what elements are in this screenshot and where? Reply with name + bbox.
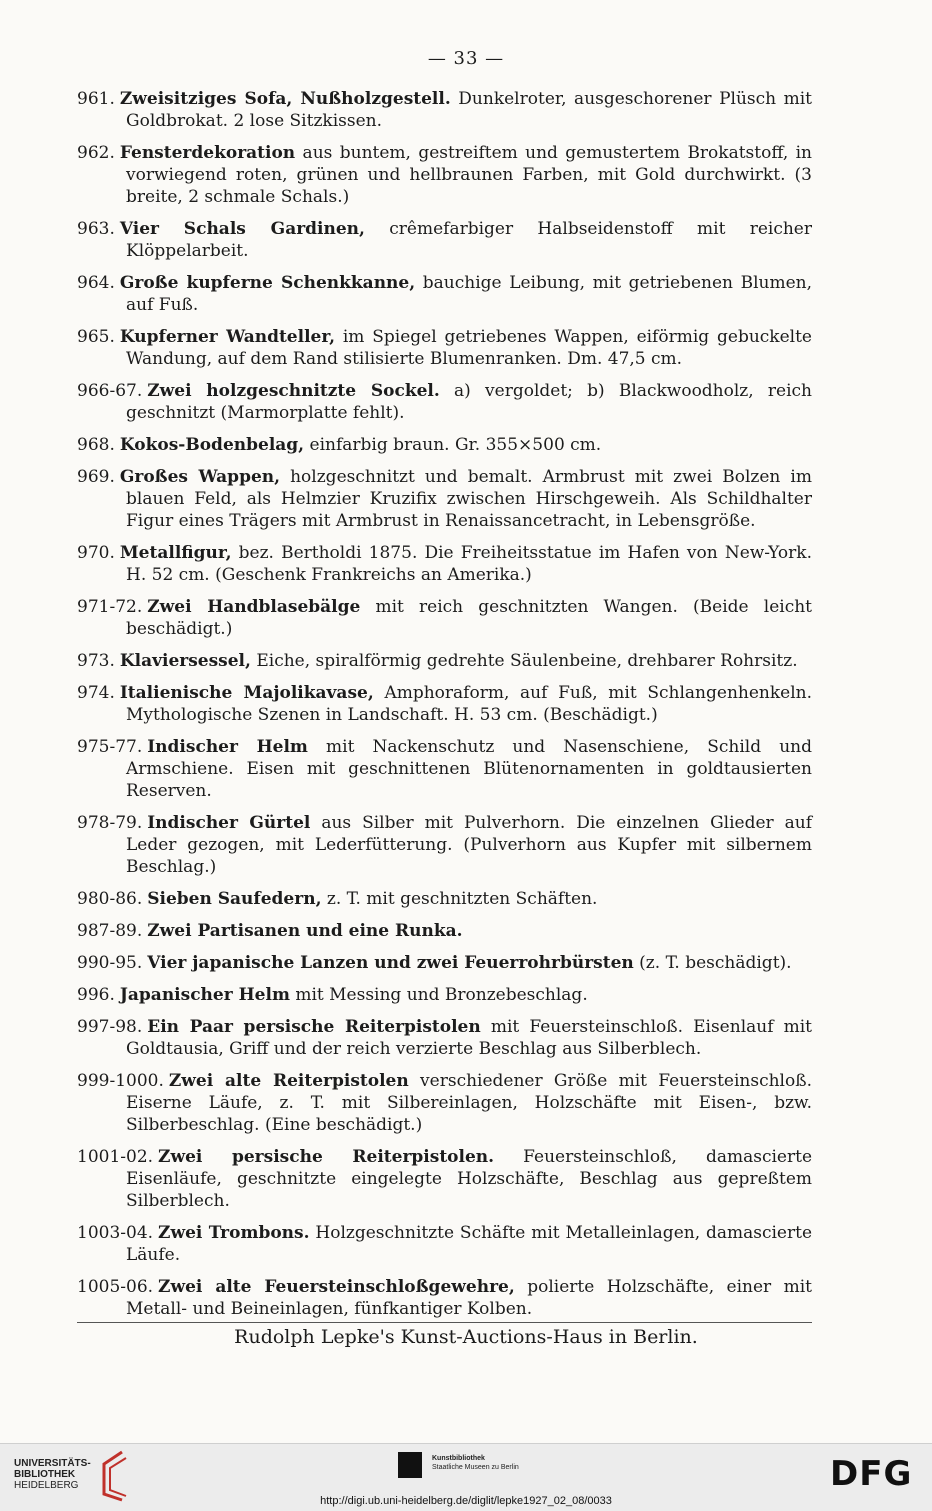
catalog-entry xyxy=(77,1070,812,1136)
entry-number: 997-98. xyxy=(77,1017,143,1037)
entry-number: 996. xyxy=(77,985,115,1005)
entry-number: 987-89. xyxy=(77,921,143,941)
catalog-entry xyxy=(77,88,812,132)
entry-number: 1005-06. xyxy=(77,1277,154,1297)
catalog-entry xyxy=(77,1276,812,1320)
entry-description: mit Nackenschutz und Nasenschiene, Schild und Armschiene. Eisen mit geschnittenen Blütenornamenten in goldtausierten Reserven. xyxy=(126,737,813,801)
footer-divider xyxy=(77,1322,812,1323)
entry-number: 980-86. xyxy=(77,889,143,909)
ub-logo-line3: HEIDELBERG xyxy=(14,1480,79,1491)
kunstbibliothek-square-icon xyxy=(398,1452,422,1478)
permalink-url[interactable]: http://digi.ub.uni-heidelberg.de/diglit/lepke1927_02_08/0033 xyxy=(320,1495,612,1507)
entry-description: crêmefarbiger Halbseidenstoff mit reicher Klöppelarbeit. xyxy=(126,219,812,261)
entry-title: Vier japanische Lanzen und zwei Feuerrohrbürsten xyxy=(147,953,634,973)
entry-description: im Spiegel getriebenes Wappen, eiförmig gebuckelte Wandung, auf dem Rand stilisierte Blumenranken. Dm. 47,5 cm. xyxy=(126,327,812,369)
entry-title: Zwei Partisanen und eine Runka. xyxy=(147,921,463,941)
entry-number: 962. xyxy=(77,143,115,163)
entry-title: Klaviersessel, xyxy=(119,651,251,671)
entry-description: einfarbig braun. Gr. 355×500 cm. xyxy=(304,435,602,455)
entry-title: Japanischer Helm xyxy=(119,985,290,1005)
digitization-bar xyxy=(0,1443,932,1511)
entry-number: 969. xyxy=(77,467,115,487)
entry-number: 966-67. xyxy=(77,381,143,401)
catalog-entry xyxy=(77,272,812,316)
entry-description: verschiedener Größe mit Feuersteinschloß. Eiserne Läufe, z. T. mit Silbereinlagen, Holzschäfte mit Eisen-, bzw. Silberbeschlag. (Eine beschädigt.) xyxy=(126,1071,812,1135)
entry-number: 978-79. xyxy=(77,813,143,833)
entry-number: 970. xyxy=(77,543,115,563)
ub-logo-line1: UNIVERSITÄTS- xyxy=(14,1458,91,1469)
entry-title: Große kupferne Schenkkanne, xyxy=(119,273,416,293)
entry-description: z. T. mit geschnitzten Schäften. xyxy=(321,889,598,909)
catalog-entry xyxy=(77,736,812,802)
catalog-entry xyxy=(77,218,812,262)
entry-title: Großes Wappen, xyxy=(119,467,281,487)
entry-number: 975-77. xyxy=(77,737,143,757)
catalog-entry xyxy=(77,1146,812,1212)
catalog-entry xyxy=(77,1016,812,1060)
entry-description: Amphoraform, auf Fuß, mit Schlangenhenkeln. Mythologische Szenen in Landschaft. H. 53 cm. (Beschädigt.) xyxy=(126,683,812,725)
entry-title: Zwei holzgeschnitzte Sockel. xyxy=(147,381,440,401)
entry-description: a) vergoldet; b) Blackwoodholz, reich geschnitzt (Marmorplatte fehlt). xyxy=(126,381,812,423)
entry-number: 990-95. xyxy=(77,953,143,973)
entry-number: 968. xyxy=(77,435,115,455)
entry-title: Zweisitziges Sofa, Nußholzgestell. xyxy=(119,89,451,109)
kb-logo-line2: Staatliche Museen zu Berlin xyxy=(432,1464,519,1471)
entry-number: 963. xyxy=(77,219,115,239)
catalog-entry xyxy=(77,542,812,586)
entry-title: Zwei Handblasebälge xyxy=(147,597,361,617)
entry-title: Ein Paar persische Reiterpistolen xyxy=(147,1017,481,1037)
catalog-entry xyxy=(77,380,812,424)
entry-description: Dunkelroter, ausgeschorener Plüsch mit Goldbrokat. 2 lose Sitzkissen. xyxy=(126,89,812,131)
entry-description: mit reich geschnitzten Wangen. (Beide leicht beschädigt.) xyxy=(126,597,812,639)
entry-number: 974. xyxy=(77,683,115,703)
entry-number: 964. xyxy=(77,273,115,293)
entry-description: bauchige Leibung, mit getriebenen Blumen, auf Fuß. xyxy=(126,273,813,315)
catalog-entry xyxy=(77,142,812,208)
catalog-entry xyxy=(77,434,812,456)
entry-title: Vier Schals Gardinen, xyxy=(119,219,365,239)
entry-title: Indischer Helm xyxy=(147,737,308,757)
entry-title: Zwei Trombons. xyxy=(158,1223,310,1243)
catalog-entry xyxy=(77,326,812,370)
entry-title: Sieben Saufedern, xyxy=(147,889,322,909)
entry-number: 1001-02. xyxy=(77,1147,154,1167)
entry-description: (z. T. beschädigt). xyxy=(633,953,792,973)
catalog-entry xyxy=(77,596,812,640)
entry-number: 961. xyxy=(77,89,115,109)
ub-heidelberg-logo[interactable] xyxy=(14,1458,91,1491)
catalog-entry xyxy=(77,952,812,974)
entry-description: aus buntem, gestreiftem und gemustertem Brokatstoff, in vorwiegend roten, grünen und hellbraunen Farben, mit Gold durchwirkt. (3 breite, 2 schmale Schals.) xyxy=(126,143,812,207)
catalog-entry xyxy=(77,812,812,878)
entry-title: Italienische Majolikavase, xyxy=(119,683,374,703)
entry-description: aus Silber mit Pulverhorn. Die einzelnen Glieder auf Leder gezogen, mit Lederfütterung. (Pulverhorn aus Kupfer mit silbernem Beschlag.) xyxy=(126,813,812,877)
entry-description: polierte Holzschäfte, einer mit Metall- und Beineinlagen, fünfkantiger Kolben. xyxy=(126,1277,812,1319)
entry-number: 999-1000. xyxy=(77,1071,164,1091)
footer-publisher: Rudolph Lepke's Kunst-Auctions-Haus in Berlin. xyxy=(234,1326,698,1348)
catalog-entry xyxy=(77,650,812,672)
catalog-entry xyxy=(77,984,812,1006)
entry-title: Kokos-Bodenbelag, xyxy=(119,435,305,455)
entry-title: Zwei persische Reiterpistolen. xyxy=(158,1147,495,1167)
catalog-entry xyxy=(77,920,812,942)
entry-description: mit Feuersteinschloß. Eisenlauf mit Goldtausia, Griff und der reich verzierte Beschlag aus Silberblech. xyxy=(126,1017,812,1059)
catalog-entry xyxy=(77,888,812,910)
catalog-entry xyxy=(77,1222,812,1266)
entry-description: mit Messing und Bronzebeschlag. xyxy=(289,985,588,1005)
catalog-entry xyxy=(77,466,812,532)
entry-description: Eiche, spiralförmig gedrehte Säulenbeine, drehbarer Rohrsitz. xyxy=(250,651,798,671)
entry-description: Feuersteinschloß, damascierte Eisenläufe, geschnitzte eingelegte Holzschäfte, Beschlag aus gepreßtem Silberblech. xyxy=(126,1147,812,1211)
entry-number: 973. xyxy=(77,651,115,671)
catalog-entry xyxy=(77,682,812,726)
entry-number: 971-72. xyxy=(77,597,143,617)
entry-description: bez. Bertholdi 1875. Die Freiheitsstatue im Hafen von New-York. H. 52 cm. (Geschenk Frankreichs an Amerika.) xyxy=(126,543,812,585)
entry-title: Zwei alte Feuersteinschloßgewehre, xyxy=(158,1277,515,1297)
dfg-logo[interactable]: DFG xyxy=(830,1454,913,1494)
entry-title: Fensterdekoration xyxy=(119,143,296,163)
entry-description: Holzgeschnitzte Schäfte mit Metalleinlagen, damascierte Läufe. xyxy=(126,1223,813,1265)
entry-title: Metallfigur, xyxy=(119,543,232,563)
kb-logo-line1: Kunstbibliothek xyxy=(432,1455,485,1462)
entry-number: 1003-04. xyxy=(77,1223,154,1243)
entry-title: Zwei alte Reiterpistolen xyxy=(168,1071,409,1091)
ub-logo-line2: BIBLIOTHEK xyxy=(14,1469,76,1480)
entry-title: Kupferner Wandteller, xyxy=(119,327,335,347)
page-number: — 33 — xyxy=(427,48,505,69)
entry-description: holzgeschnitzt und bemalt. Armbrust mit zwei Bolzen im blauen Feld, als Helmzier Kruzifix zwischen Hirschgeweih. Als Schildhalter Figur eines Trägers mit Armbrust in Renaissancetracht, in Lebensgröße. xyxy=(126,467,812,531)
entry-number: 965. xyxy=(77,327,115,347)
entry-title: Indischer Gürtel xyxy=(147,813,311,833)
catalog-entries xyxy=(77,88,812,1330)
